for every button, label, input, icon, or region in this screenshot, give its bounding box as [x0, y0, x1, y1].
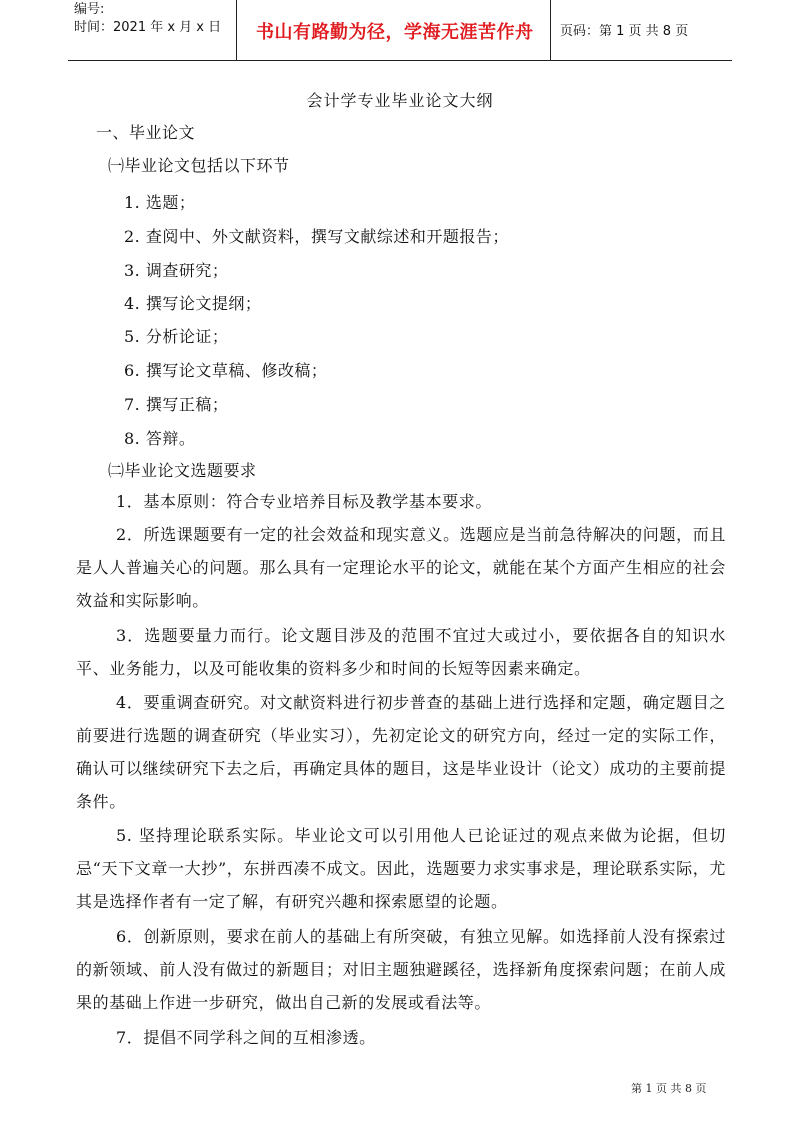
- paragraph: 1．基本原则：符合专业培养目标及教学基本要求。: [116, 492, 492, 511]
- paragraph: 6．创新原则，要求在前人的基础上有所突破，有独立见解。如选择前人没有探索过的新领域、前人没有做过的新题目；对旧主题独避蹊径，选择新角度探索问题；在前人成果的基础上作进一步研究，做出自己新的发展或看法等。: [76, 927, 726, 1012]
- page-header: [68, 0, 732, 62]
- header-page-number: 页码：第 1 页 共 8 页: [560, 24, 689, 39]
- list-item: 3. 调查研究；: [124, 261, 229, 280]
- paragraph: 4．要重调查研究。对文献资料进行初步普查的基础上进行选择和定题，确定题目之前要进行选题的调查研究（毕业实习），先初定论文的研究方向，经过一定的实际工作，确认可以继续研究下去之后，再确定具体的题目，这是毕业设计（论文）成功的主要前提条件。: [76, 693, 726, 811]
- header-motto: 书山有路勤为径，学海无涯苦作舟: [256, 22, 534, 43]
- header-rule: [68, 60, 732, 61]
- page-footer: 第 1 页 共 8 页: [631, 1082, 707, 1095]
- list-item: 5. 分析论证；: [124, 327, 229, 346]
- list-item: 1. 选题；: [124, 193, 196, 212]
- list-item: 4. 撰写论文提纲；: [124, 294, 262, 313]
- list-item: 6. 撰写论文草稿、修改稿；: [124, 361, 328, 380]
- header-divider: [236, 0, 237, 60]
- document-number-label: 编号:: [74, 2, 105, 17]
- document-title: 会计学专业毕业论文大纲: [306, 91, 494, 110]
- list-item: 2. 查阅中、外文献资料，撰写文献综述和开题报告；: [124, 227, 509, 246]
- document-date: 时间：2021 年 x 月 x 日: [74, 20, 222, 35]
- section-heading: 一、毕业论文: [96, 123, 196, 142]
- paragraph: 5. 坚持理论联系实际。毕业论文可以引用他人已论证过的观点来做为论据，但切忌“天下文章一大抄”，东拼西凑不成文。因此，选题要力求实事求是，理论联系实际，尤其是选择作者有一定了解，有研究兴趣和探索愿望的论题。: [76, 826, 726, 911]
- paragraph: 3．选题要量力而行。论文题目涉及的范围不宜过大或过小，要依据各自的知识水平、业务能力，以及可能收集的资料多少和时间的长短等因素来确定。: [76, 626, 726, 678]
- subsection-heading: ㈠毕业论文包括以下环节: [108, 156, 290, 175]
- subsection-heading: ㈡毕业论文选题要求: [108, 461, 257, 480]
- header-divider: [550, 0, 551, 60]
- header-meta: [74, 1, 221, 37]
- paragraph: 7．提倡不同学科之间的互相渗透。: [116, 1028, 376, 1047]
- paragraph: 2．所选课题要有一定的社会效益和现实意义。选题应是当前急待解决的问题，而且是人人普遍关心的问题。那么具有一定理论水平的论文，就能在某个方面产生相应的社会效益和实际影响。: [76, 525, 726, 610]
- list-item: 8. 答辩。: [124, 429, 196, 448]
- list-item: 7. 撰写正稿；: [124, 395, 229, 414]
